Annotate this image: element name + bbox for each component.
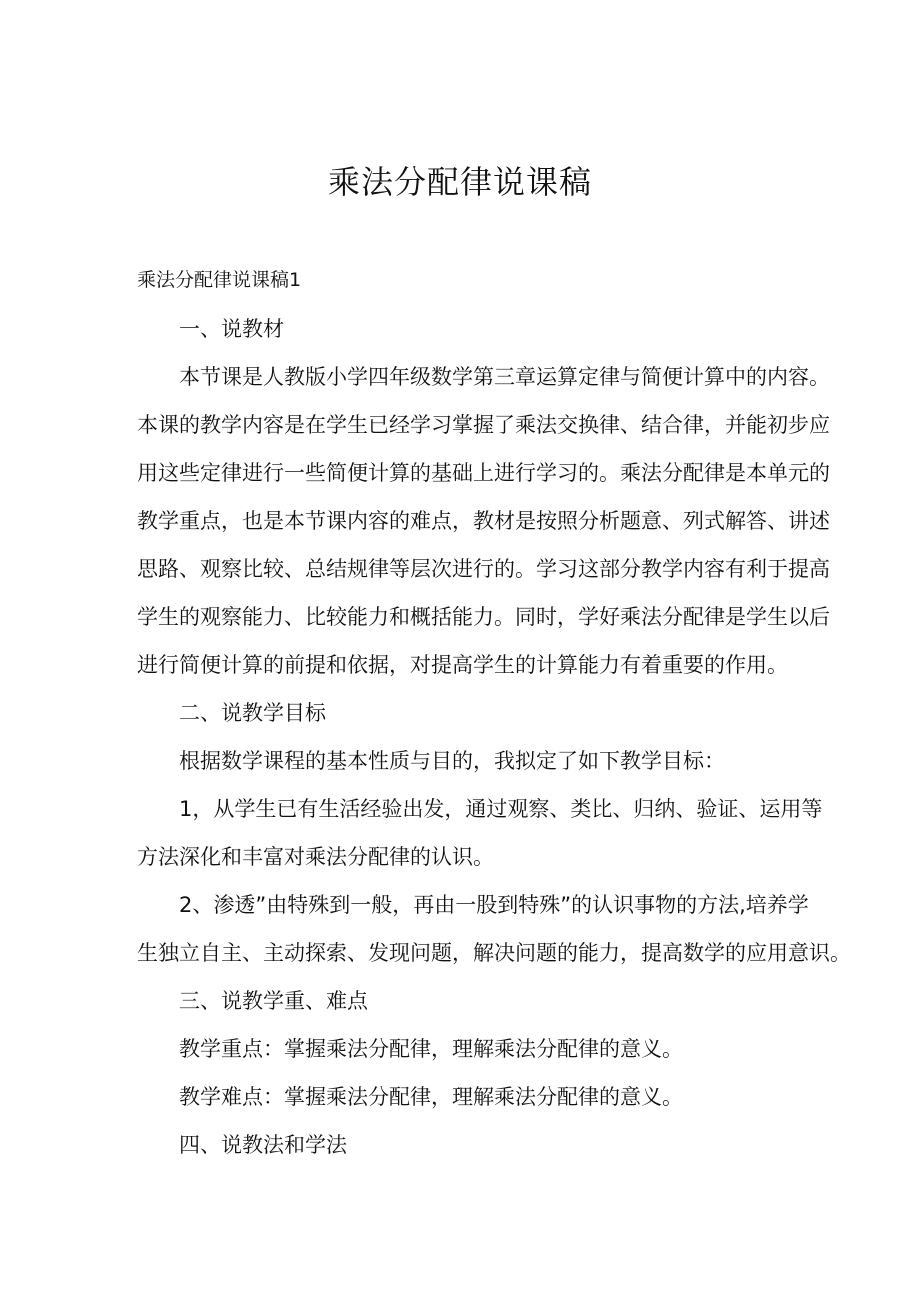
section1-line-4: 教学重点，也是本节课内容的难点，教材是按照分析题意、列式解答、讲述 [137,509,830,533]
document-subtitle: 乘法分配律说课稿1 [137,269,302,291]
section2-intro: 根据数学课程的基本性质与目的，我拟定了如下教学目标： [179,749,725,773]
section1-line-1: 本节课是人教版小学四年级数学第三章运算定律与简便计算中的内容。 [179,365,830,389]
goal2-line-1: 2、渗透”由特殊到一般，再由一股到特殊”的认识事物的方法,培养学 [179,893,809,917]
section1-line-2: 本课的教学内容是在学生已经学习掌握了乘法交换律、结合律，并能初步应 [137,413,830,437]
section1-heading: 一、说教材 [179,317,284,341]
goal1-line-1: 1，从学生已有生活经验出发，通过观察、类比、归纳、验证、运用等 [179,797,823,821]
difficult-point: 教学难点：掌握乘法分配律，理解乘法分配律的意义。 [179,1085,683,1109]
key-point: 教学重点：掌握乘法分配律，理解乘法分配律的意义。 [179,1037,683,1061]
section3-heading: 三、说教学重、难点 [179,989,368,1013]
goal2-line-2: 生独立自主、主动探索、发现问题，解决问题的能力，提高数学的应用意识。 [137,941,851,965]
section2-heading: 二、说教学目标 [179,701,326,725]
section4-heading: 四、说教法和学法 [179,1133,347,1157]
section1-line-7: 进行简便计算的前提和依据，对提高学生的计算能力有着重要的作用。 [137,653,788,677]
document-title: 乘法分配律说课稿 [327,163,592,201]
section1-line-5: 思路、观察比较、总结规律等层次进行的。学习这部分教学内容有利于提高 [137,557,830,581]
goal1-line-2: 方法深化和丰富对乘法分配律的认识。 [137,845,494,869]
section1-line-3: 用这些定律进行一些简便计算的基础上进行学习的。乘法分配律是本单元的 [137,461,830,485]
section1-line-6: 学生的观察能力、比较能力和概括能力。同时，学好乘法分配律是学生以后 [137,605,830,629]
